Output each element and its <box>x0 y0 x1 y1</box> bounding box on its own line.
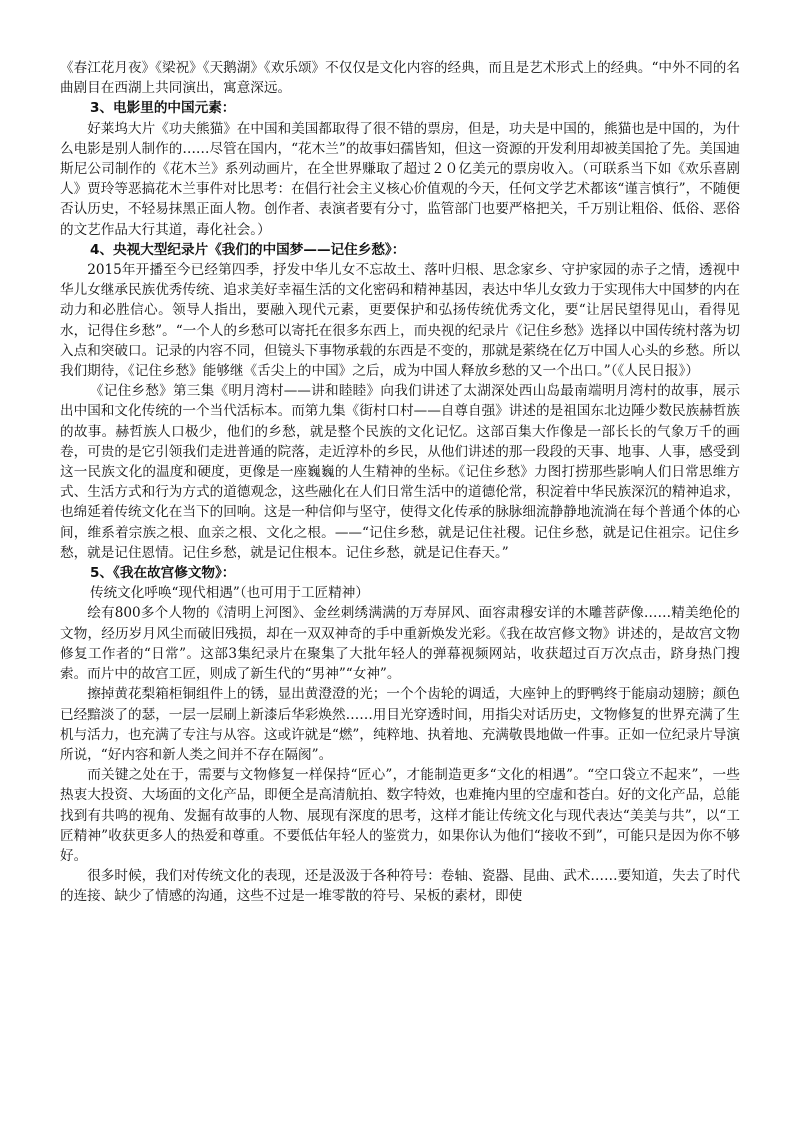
section-5-paragraph-4: 很多时候，我们对传统文化的表现，还是汲汲于各种符号：卷轴、瓷器、昆曲、武术……要知道，失去了时代的连接、缺少了情感的沟通，这些不过是一堆零散的符号、呆板的素材，即使 <box>60 868 740 905</box>
section-5-heading: 5、《我在故宫修文物》： <box>90 565 236 582</box>
section-5-subheading: 传统文化呼唤“现代相遇”（也可用于工匠精神） <box>90 585 369 602</box>
document-page <box>60 58 740 907</box>
section-3-heading: 3、电影里的中国元素： <box>90 100 236 117</box>
section-5-paragraph-1: 绘有800多个人物的《清明上河图》、金丝刺绣满满的万寿屏风、面容肃穆安详的木雕菩萨像……精美绝伦的文物，经历岁月风尘而破旧残损，却在一双双神奇的手中重新焕发光彩。《我在故宫修文物》讲述的，是故宫文物修复工作者的“日常”。这部3集纪录片在聚集了大批年轻人的弹幕视频网站，收获超过百万次点击，跻身热门搜索。而片中的故宫工匠，则成了新生代的“男神”“女神”。 <box>60 605 740 683</box>
intro-paragraph: 《春江花月夜》《梁祝》《天鹅湖》《欢乐颂》不仅仅是文化内容的经典，而且是艺术形式上的经典。“中外不同的名曲剧目在西湖上共同演出，寓意深远。 <box>60 60 740 97</box>
section-5-paragraph-2: 擦掉黄花梨箱柜铜组件上的锈，显出黄澄澄的光；一个个齿轮的调适，大座钟上的野鸭终于能扇动翅膀；颜色已经黯淡了的瑟，一层一层刷上新漆后华彩焕然……用目光穿透时间，用指尖对话历史，文物修复的世界充满了生机与活力，也充满了专注与从容。这或许就是“燃”，纯粹地、执着地、充满敬畏地做一件事。正如一位纪录片导演所说，“好内容和新人类之间并不存在隔阂”。 <box>60 686 740 763</box>
section-5-paragraph-3: 而关键之处在于，需要与文物修复一样保持“匠心”，才能制造更多“文化的相遇”。“空口袋立不起来”，一些热衷大投资、大场面的文化产品，即便全是高清航拍、数字特效，也难掩内里的空虚和苍白。好的文化产品，总能找到有共鸣的视角、发掘有故事的人物、展现有深度的思考，这样才能让传统文化与现代表达“美美与共”，以“工匠精神”收获更多人的热爱和尊重。不要低估年轻人的鉴赏力，如果你认为他们“接收不到”，可能只是因为你不够好。 <box>60 767 740 864</box>
section-3-paragraph: 好莱坞大片《功夫熊猫》在中国和美国都取得了很不错的票房，但是，功夫是中国的，熊猫也是中国的，为什么电影是别人制作的……尽管在国内，“花木兰”的故事妇孺皆知，但这一资源的开发利用却被美国抢了先。美国迪斯尼公司制作的《花木兰》系列动画片，在全世界赚取了超过２０亿美元的票房收入。（可联系当下如《欢乐喜剧人》贾玲等恶搞花木兰事件对比思考：在倡行社会主义核心价值观的今天，任何文学艺术都该“谨言慎行”，不随便否认历史，不轻易抹黑正面人物。创作者、表演者要有分寸，监管部门也要严格把关，千万别让粗俗、低俗、恶俗的文艺作品大行其道，毒化社会。） <box>60 120 740 238</box>
section-4-paragraph-1: 2015年开播至今已经第四季，抒发中华儿女不忘故土、落叶归根、思念家乡、守护家园的赤子之情，透视中华儿女继承民族优秀传统、追求美好幸福生活的文化密码和精神基因，表达中华儿女致力于实现伟大中国梦的内在动力和必胜信心。领导人指出，要融入现代元素，更要保护和弘扬传统优秀文化，要“让居民望得见山，看得见水，记得住乡愁”。“一个人的乡愁可以寄托在很多东西上，而央视的纪录片《记住乡愁》选择以中国传统村落为切入点和突破口。记录的内容不同，但镜头下事物承载的东西是不变的，那就是萦绕在亿万中国人心头的乡愁。所以我们期待，《记住乡愁》能够继《舌尖上的中国》之后，成为中国人释放乡愁的又一个出口。”（《人民日报》） <box>60 262 740 380</box>
section-4-heading: 4、央视大型纪录片《我们的中国梦——记住乡愁》： <box>90 241 406 258</box>
section-4-paragraph-2: 《记住乡愁》第三集《明月湾村——讲和睦睦》向我们讲述了太湖深处西山岛最南端明月湾村的故事，展示出中国和文化传统的一个当代活标本。而第九集《街村口村——自尊自强》讲述的是祖国东北边陲少数民族赫哲族的故事。赫哲族人口极少，他们的乡愁，就是整个民族的文化记忆。这部百集大作像是一部长长的气象万千的画卷，可贵的是它引领我们走进普通的院落，走近淳朴的乡民，从他们讲述的那一段段的天事、地事、人事，感受到这一民族文化的温度和硬度，更像是一座巍巍的人生精神的坐标。《记住乡愁》力图打捞那些影响人们日常思维方式、生活方式和行为方式的道德观念，这些融化在人们日常生活中的道德伦常，积淀着中华民族深沉的精神追求，也绵延着传统文化在当下的回响。这是一种信仰与坚守，使得文化传承的脉脉细流静静地流淌在每个普通个体的心间，维系着宗族之根、血亲之根、文化之根。——“记住乡愁，就是记住社稷。记住乡愁，就是记住祖宗。记住乡愁，就是记住恩情。记住乡愁，就是记住根本。记住乡愁，就是记住春天。” <box>60 383 740 561</box>
